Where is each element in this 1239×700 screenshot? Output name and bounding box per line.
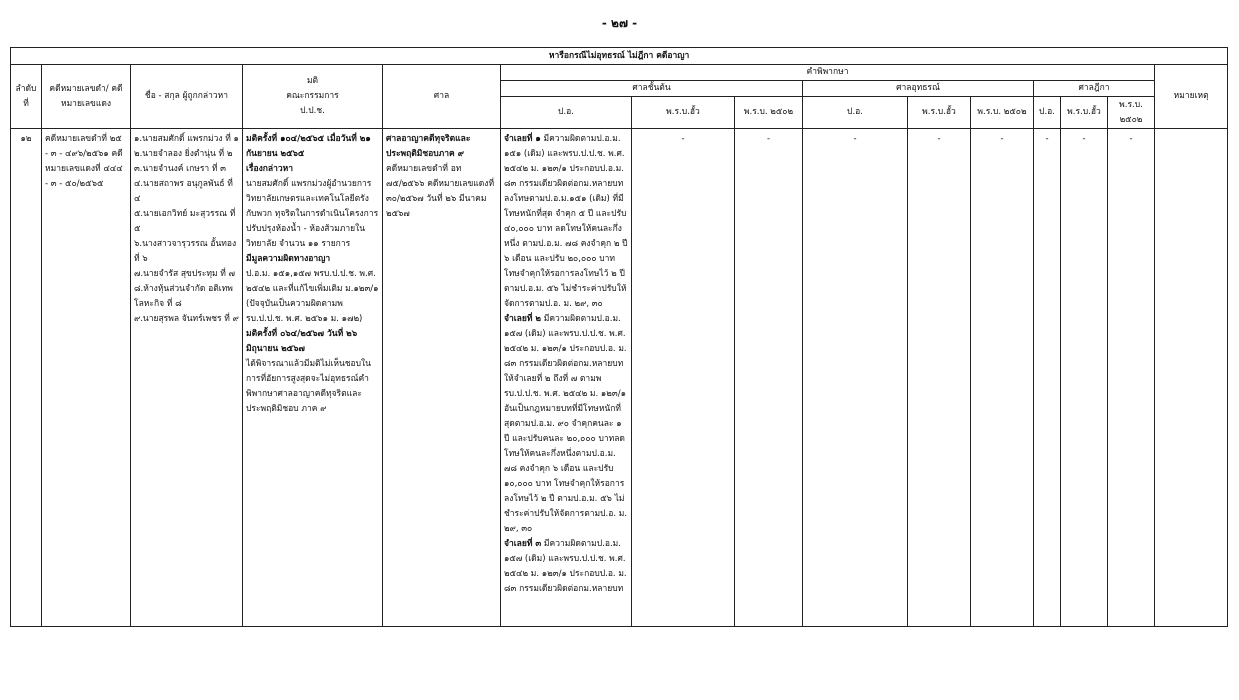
resolution-1-title: มติครั้งที่ ๑๐๔/๒๕๖๕ เมื่อวันที่ ๒๑ กันยายน ๒๕๖๕ <box>246 134 371 159</box>
verdict-text: มีความผิดตามป.อ.ม. ๑๕๑ (เดิม) และพรบ.ป.ป.ช. พ.ศ. ๒๕๔๒ ม. ๑๒๓/๑ ประกอบป.อ.ม. ๘๓ กรรมเดียวผิดต่อกม.หลายบท ลงโทษตามป.อ.ม.๑๕๑ (เดิม) ที่มีโทษหนักที่สุด จำคุก ๕ ปี และปรับ ๔๐,๐๐๐ บาท ลดโทษให้คนละกึ่งหนึ่ง ตามป.อ.ม. ๗๘ คงจำคุก ๒ ปี ๖ เดือน และปรับ ๒๐,๐๐๐ บาท โทษจำคุกให้รอการลงโทษไว้ ๒ ปี ตามป.อ.ม. ๕๖ ไม่ชำระค่าปรับให้จัดการตามป.อ. ม. ๒๙, ๓๐ <box>504 134 628 309</box>
header-case-no: คดีหมายเลขดำ/ คดีหมายเลขแดง <box>42 65 131 129</box>
row-appeal-po: - <box>803 129 908 627</box>
resolution-subject-heading: เรื่องกล่าวหา <box>246 164 294 174</box>
resolution-basis-heading: มีมูลความผิดทางอาญา <box>246 254 331 264</box>
court-details: คดีหมายเลขดำที่ อท ๗๕/๒๕๖๖ คดีหมายเลขแดงที่ ๓๐/๒๕๖๗ วันที่ ๒๖ มีนาคม ๒๕๖๗ <box>386 164 495 219</box>
header-remarks: หมายเหตุ <box>1155 65 1228 129</box>
row-names <box>131 129 243 627</box>
verdict-paragraph <box>504 312 628 537</box>
row-appeal-prb-applied: - <box>908 129 971 627</box>
row-resolution <box>243 129 383 627</box>
row-no: ๑๒ <box>11 129 42 627</box>
verdict-text: มีความผิดตามป.อ.ม. ๑๕๗ (เดิม) และพรบ.ป.ป.ช. พ.ศ. ๒๕๔๒ ม. ๑๒๓/๑ ประกอบป.อ. ม. ๘๓ กรรมเดียวผิดต่อกม.หลายบท <box>504 539 627 594</box>
header-first-prb-applied: พ.ร.บ.ฮั้ว <box>632 97 735 129</box>
row-supreme-po: - <box>1034 129 1061 627</box>
row-court <box>383 129 501 627</box>
table-title: หารือกรณีไม่อุทธรณ์ ไม่ฎีกา คดีอาญา <box>11 48 1228 65</box>
table-row <box>11 129 1228 627</box>
header-names: ชื่อ - สกุล ผู้ถูกกล่าวหา <box>131 65 243 129</box>
header-first-prb-2502: พ.ร.บ. ๒๕๐๒ <box>735 97 803 129</box>
accused-name: ๗.นายจำรัส สุขประทุม ที่ ๗ <box>134 269 235 279</box>
accused-name: ๒.นายจำลอง ยิ่งตำนุ่น ที่ ๒ <box>134 149 233 159</box>
header-supreme-prb-applied: พ.ร.บ.ฮั้ว <box>1061 97 1108 129</box>
accused-name: ๔.นายสถาพร อนุกูลพันธ์ ที่ ๔ <box>134 179 233 204</box>
row-first-prb-2502: - <box>735 129 803 627</box>
row-first-court-po <box>501 129 632 627</box>
resolution-2-text: ได้พิจารณาแล้วมีมติไม่เห็นชอบในการที่อัยการสูงสุดจะไม่อุทธรณ์คำพิพากษาศาลอาญาคดีทุจริตและประพฤติมิชอบ ภาค ๙ <box>246 359 371 414</box>
header-resolution <box>243 65 383 129</box>
header-appeal-court: ศาลอุทธรณ์ <box>803 81 1034 97</box>
accused-name: ๖.นางสาวจารุวรรณ อั้นทอง ที่ ๖ <box>134 239 237 264</box>
header-no: ลำดับที่ <box>11 65 42 129</box>
resolution-basis: ป.อ.ม. ๑๕๑,๑๕๗ พรบ.ป.ป.ช. พ.ศ. ๒๕๔๒ และที่แก้ไขเพิ่มเติม ม.๑๒๓/๑ (ปัจจุบันเป็นความผิดตามพรบ.ป.ป.ช. พ.ศ. ๒๕๖๑ ม. ๑๗๒) <box>246 269 379 324</box>
header-resolution-line2: คณะกรรมการ <box>286 91 339 101</box>
verdict-text: มีความผิดตามป.อ.ม. ๑๕๗ (เดิม) และพรบ.ป.ป.ช. พ.ศ. ๒๕๔๒ ม. ๑๒๓/๑ ประกอบป.อ. ม. ๘๓ กรรมเดียวผิดต่อกม.หลายบท ให้จำเลยที่ ๒ ถึงที่ ๗ ตามพรบ.ป.ป.ช. พ.ศ. ๒๕๔๒ ม. ๑๒๓/๑ อันเป็นกฎหมายบทที่มีโทษหนักที่สุดตามป.อ.ม. ๙๐ จำคุกคนละ ๑ ปี และปรับคนละ ๒๐,๐๐๐ บาทลดโทษให้คนละกึ่งหนึ่งตามป.อ.ม. ๗๘ คงจำคุก ๖ เดือน และปรับ ๑๐,๐๐๐ บาท โทษจำคุกให้รอการลงโทษไว้ ๒ ปี ตามป.อ.ม. ๕๖ ไม่ชำระค่าปรับให้จัดการตามป.อ. ม. ๒๙, ๓๐ <box>504 314 628 534</box>
defendant-label: จำเลยที่ ๑ <box>504 134 541 144</box>
accused-name: ๙.นายสุรพล จันทร์เพชร ที่ ๙ <box>134 314 239 324</box>
accused-name: ๓.นายจำนงค์ เกษรา ที่ ๓ <box>134 164 226 174</box>
verdict-paragraph <box>504 132 628 312</box>
header-supreme-prb-2502: พ.ร.บ. ๒๕๐๒ <box>1108 97 1155 129</box>
defendant-label: จำเลยที่ ๓ <box>504 539 542 549</box>
verdict-paragraph <box>504 537 628 597</box>
header-appeal-prb-applied: พ.ร.บ.ฮั้ว <box>908 97 971 129</box>
accused-name: ๘.ห้างหุ้นส่วนจำกัด อติเทพ โลหะกิจ ที่ ๘ <box>134 284 233 309</box>
case-table <box>10 47 1228 627</box>
header-appeal-prb-2502: พ.ร.บ. ๒๕๐๒ <box>971 97 1034 129</box>
row-supreme-prb-2502: - <box>1108 129 1155 627</box>
court-name: ศาลอาญาคดีทุจริตและประพฤติมิชอบภาค ๙ <box>386 134 471 159</box>
header-supreme-court: ศาลฎีกา <box>1034 81 1155 97</box>
row-appeal-prb-2502: - <box>971 129 1034 627</box>
defendant-label: จำเลยที่ ๒ <box>504 314 542 324</box>
row-case-no: คดีหมายเลขดำที่ ๒๕ - ๓ - ๔๙๖/๒๕๖๑ คดีหมายเลขแดงที่ ๔๔๔ - ๓ - ๕๐/๒๕๖๕ <box>42 129 131 627</box>
header-court: ศาล <box>383 65 501 129</box>
accused-name: ๕.นายเอกวิทย์ มะสุวรรณ ที่ ๕ <box>134 209 236 234</box>
row-supreme-prb-applied: - <box>1061 129 1108 627</box>
header-first-court: ศาลชั้นต้น <box>501 81 803 97</box>
header-resolution-line3: ป.ป.ช. <box>300 106 325 116</box>
row-remarks <box>1155 129 1228 627</box>
header-judgment: คำพิพากษา <box>501 65 1155 81</box>
header-first-po: ป.อ. <box>501 97 632 129</box>
header-resolution-line1: มติ <box>306 76 319 86</box>
header-supreme-po: ป.อ. <box>1034 97 1061 129</box>
page-number: - ๒๗ - <box>601 16 638 30</box>
header-appeal-po: ป.อ. <box>803 97 908 129</box>
resolution-2-title: มติครั้งที่ ๐๖๔/๒๕๖๗ วันที่ ๒๖ มิถุนายน ๒๕๖๗ <box>246 329 358 354</box>
resolution-subject: นายสมศักดิ์ แพรกม่วงผู้อำนวยการวิทยาลัยเกษตรและเทคโนโลยีตรังกับพวก ทุจริตในการดำเนินโครงการปรับปรุงห้องน้ำ - ห้องส้วมภายในวิทยาลัย จำนวน ๑๑ รายการ <box>246 179 379 249</box>
row-first-prb-applied: - <box>632 129 735 627</box>
accused-name: ๑.นายสมศักดิ์ แพรกม่วง ที่ ๑ <box>134 134 239 144</box>
